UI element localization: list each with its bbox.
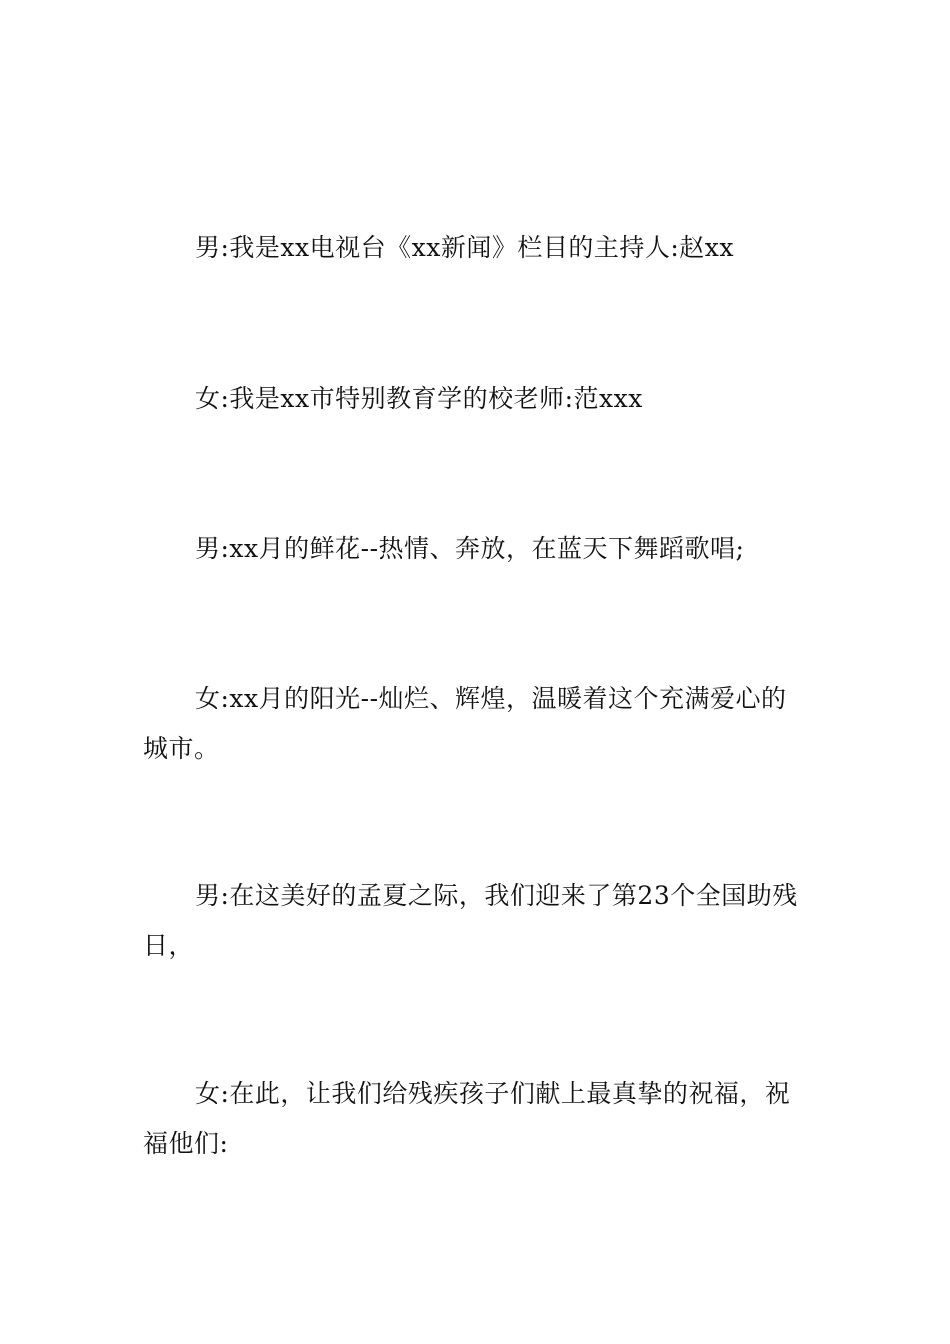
paragraph-male-host-intro: 男:我是xx电视台《xx新闻》栏目的主持人:赵xx: [195, 233, 734, 262]
paragraph-male-disability-day: 男:在这美好的孟夏之际，我们迎来了第23个全国助残日，: [143, 881, 798, 960]
paragraph-male-flowers: 男:xx月的鲜花--热情、奔放，在蓝天下舞蹈歌唱;: [195, 534, 745, 563]
paragraph-female-teacher-intro: 女:我是xx市特别教育学的校老师:范xxx: [195, 384, 643, 413]
paragraph-female-blessing: 女:在此，让我们给残疾孩子们献上最真挚的祝福，祝福他们:: [143, 1079, 791, 1158]
paragraph-female-sunshine: 女:xx月的阳光--灿烂、辉煌，温暖着这个充满爱心的城市。: [143, 684, 787, 763]
